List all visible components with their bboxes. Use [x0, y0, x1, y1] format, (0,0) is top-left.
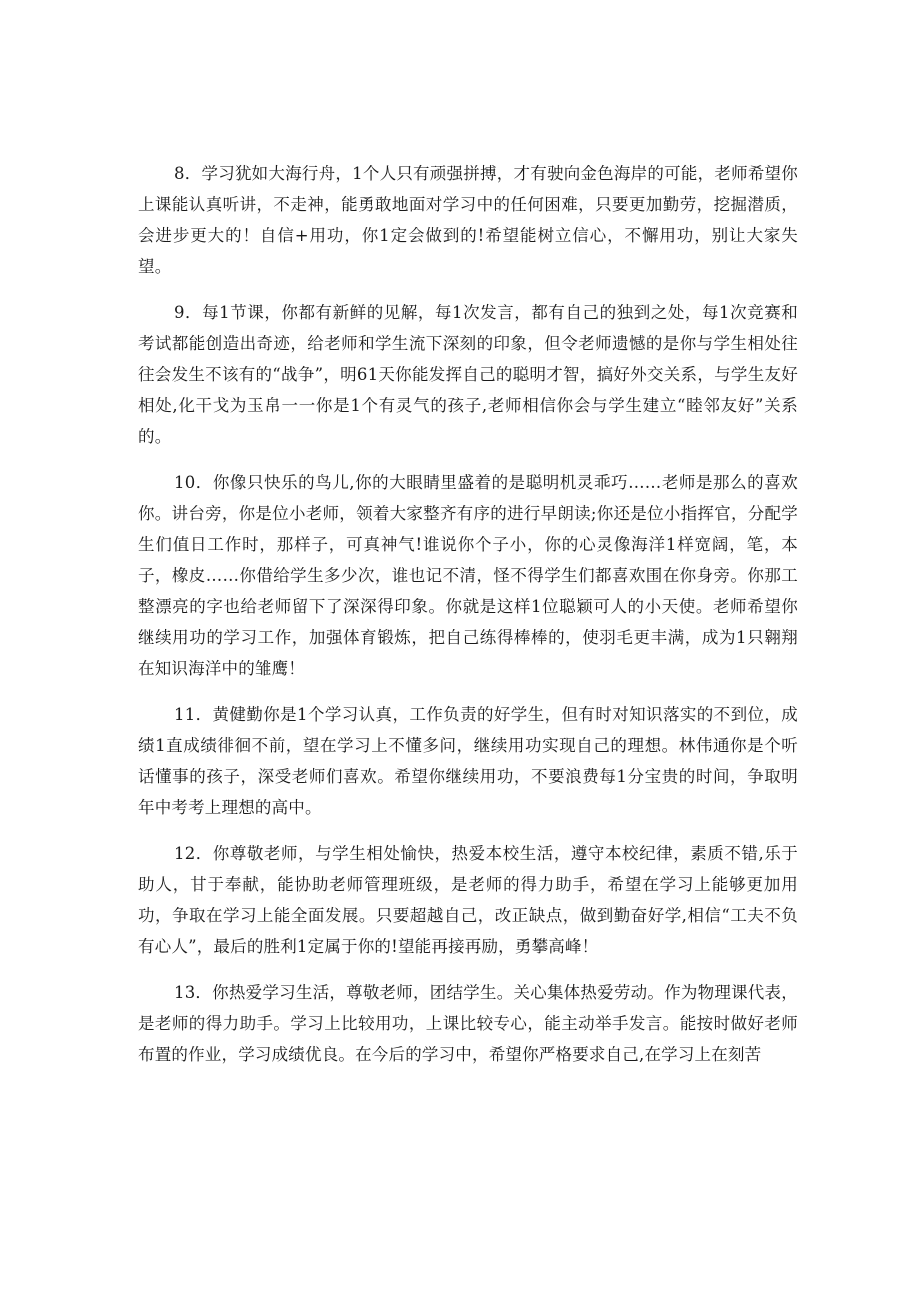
- comment-paragraph-8: 8．学习犹如大海行舟，1个人只有顽强拼搏，才有驶向金色海岸的可能，老师希望你上课能认真听讲，不走神，能勇敢地面对学习中的任何困难，只要更加勤劳，挖掘潜质，会进步更大的！自信+用功，你1定会做到的!希望能树立信心，不懈用功，别让大家失望。: [138, 164, 798, 276]
- comment-paragraph-10: 10．你像只快乐的鸟儿,你的大眼睛里盛着的是聪明机灵乖巧……老师是那么的喜欢你。讲台旁，你是位小老师，领着大家整齐有序的进行早朗读;你还是位小指挥官，分配学生们值日工作时，那样子，可真神气!谁说你个子小，你的心灵像海洋1样宽阔，笔，本子，橡皮……你借给学生多少次，谁也记不清，怪不得学生们都喜欢围在你身旁。你那工整漂亮的字也给老师留下了深深得印象。你就是这样1位聪颖可人的小天使。老师希望你继续用功的学习工作，加强体育锻炼，把自己练得棒棒的，使羽毛更丰满，成为1只翱翔在知识海洋中的雏鹰！: [138, 473, 798, 678]
- comment-paragraph-11: 11．黄健勤你是1个学习认真，工作负责的好学生，但有时对知识落实的不到位，成绩1直成绩徘徊不前，望在学习上不懂多问，继续用功实现自己的理想。林伟通你是个听话懂事的孩子，深受老师们喜欢。希望你继续用功，不要浪费每1分宝贵的时间，争取明年中考考上理想的高中。: [138, 705, 798, 817]
- comment-paragraph-13: 13．你热爱学习生活，尊敬老师，团结学生。关心集体热爱劳动。作为物理课代表，是老师的得力助手。学习上比较用功，上课比较专心，能主动举手发言。能按时做好老师布置的作业，学习成绩优良。在今后的学习中，希望你严格要求自己,在学习上在刻苦: [138, 983, 798, 1064]
- comment-paragraph-9: 9．每1节课，你都有新鲜的见解，每1次发言，都有自己的独到之处，每1次竞赛和考试都能创造出奇迹，给老师和学生流下深刻的印象，但令老师遗憾的是你与学生相处往往会发生不该有的“战争”，明61天你能发挥自己的聪明才智，搞好外交关系，与学生友好相处,化干戈为玉帛一一你是1个有灵气的孩子,老师相信你会与学生建立“睦邻友好”关系的。: [138, 303, 798, 446]
- comment-paragraph-12: 12．你尊敬老师，与学生相处愉快，热爱本校生活，遵守本校纪律，素质不错,乐于助人，甘于奉献，能协助老师管理班级，是老师的得力助手，希望在学习上能够更加用功，争取在学习上能全面发展。只要超越自己，改正缺点，做到勤奋好学,相信“工夫不负有心人”，最后的胜利1定属于你的!望能再接再励，勇攀高峰！: [138, 844, 798, 956]
- document-body: [138, 158, 798, 1085]
